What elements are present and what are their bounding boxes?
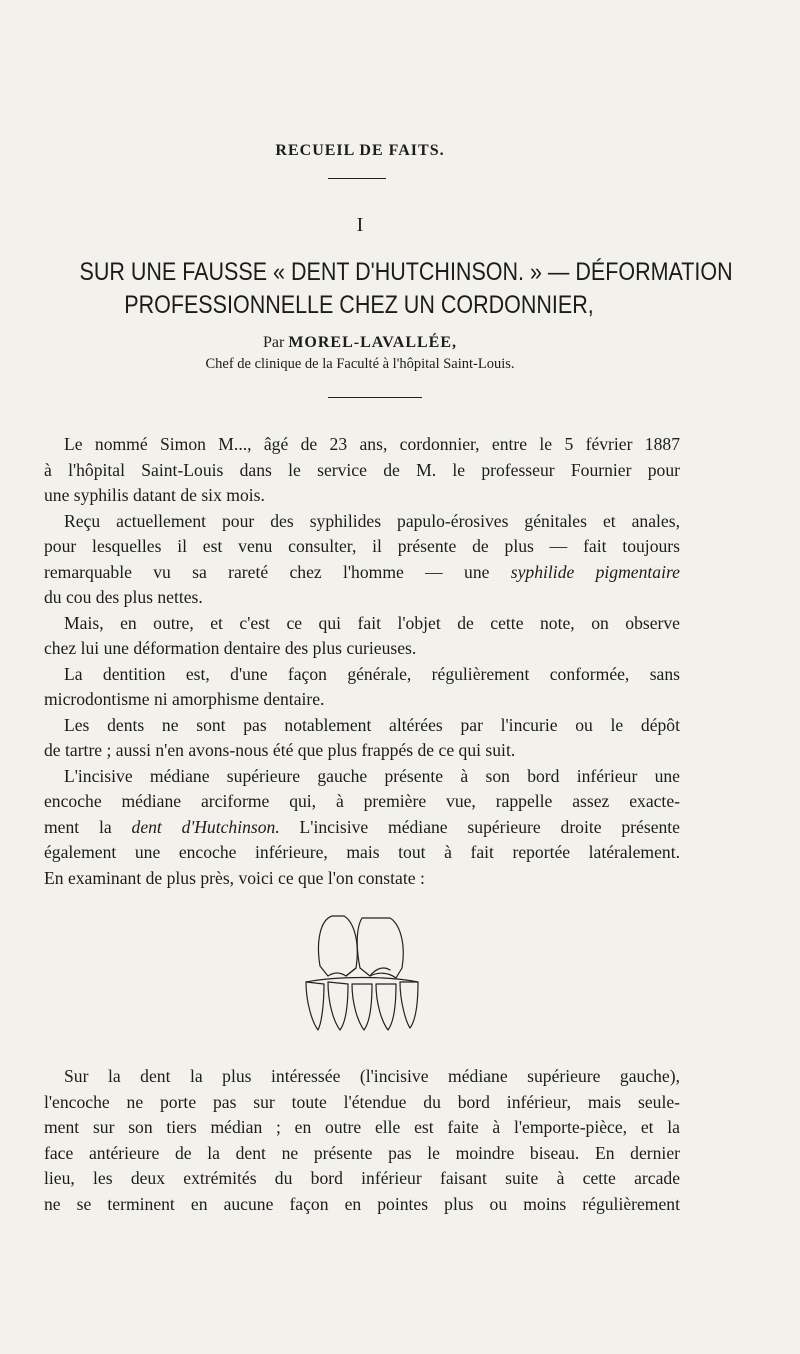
p1-line-3: une syphilis datant de six mois. — [44, 485, 265, 505]
p7-line-2: l'encoche ne porte pas sur toute l'étendue du bord inférieur, mais seule- — [44, 1091, 680, 1112]
p7-line-1: Sur la dent la plus intéressée (l'incisive médiane supérieure gauche), — [64, 1066, 680, 1086]
lower-tooth-5 — [400, 982, 418, 1028]
title-rule-top — [328, 178, 386, 179]
p2-line-1: Reçu actuellement pour des syphilides papulo-érosives génitales et anales, — [64, 510, 680, 531]
p5-line-1: Les dents ne sont pas notablement altérées par l'incurie ou le dépôt — [64, 714, 680, 735]
p4-line-1: La dentition est, d'une façon générale, régulièrement conformée, sans — [64, 663, 680, 684]
p3-line-1: Mais, en outre, et c'est ce qui fait l'objet de cette note, on observe — [64, 612, 680, 633]
article-title — [79, 256, 733, 322]
lower-tooth-2 — [328, 982, 348, 1030]
p6-line-1: L'incisive médiane supérieure gauche présente à son bord inférieur une — [64, 765, 680, 786]
teeth-figure — [298, 912, 430, 1036]
article-title-line-2: PROFESSIONNELLE CHEZ UN CORDONNIER, — [124, 291, 594, 319]
byline-rule — [328, 397, 422, 398]
p2-line-3-italic: syphilide pigmentaire — [510, 561, 680, 582]
p6-line-5: En examinant de plus près, voici ce que l'on constate : — [44, 867, 425, 888]
p7-line-5: lieu, les deux extrémités du bord inférieur faisant suite à cette arcade — [44, 1168, 680, 1188]
p7-line-4: face antérieure de la dent ne présente pas le moindre biseau. En dernier — [44, 1142, 680, 1163]
p1-line-1: Le nommé Simon M..., âgé de 23 ans, cordonnier, entre le 5 février 1887 — [64, 434, 680, 454]
upper-incisor-left — [319, 916, 358, 976]
p4-line-2: microdontisme ni amorphisme dentaire. — [44, 689, 325, 709]
p5-line-2: de tartre ; aussi n'en avons-nous été que plus frappés de ce qui suit. — [44, 740, 516, 760]
p2-line-2: pour lesquelles il est venu consulter, il présente de plus — fait toujours — [44, 536, 680, 556]
p6-line-3 — [44, 815, 680, 841]
author-name: MOREL-LAVALLÉE, — [288, 334, 457, 351]
article-title-line-1: SUR UNE FAUSSE « DENT D'HUTCHINSON. » — DÉFORMATION — [79, 258, 733, 286]
lower-tooth-1 — [306, 982, 324, 1030]
byline-prefix: Par — [263, 334, 285, 351]
p6-line-3-post: L'incisive médiane supérieure droite présente — [279, 816, 680, 837]
lower-tooth-4 — [376, 984, 396, 1030]
author-affiliation: Chef de clinique de la Faculté à l'hôpital Saint-Louis. — [205, 356, 515, 372]
p3-line-2: chez lui une déformation dentaire des plus curieuses. — [44, 638, 417, 658]
p7-line-3: ment sur son tiers médian ; en outre elle est faite à l'emporte-pièce, et la — [44, 1117, 680, 1137]
body-text-upper — [44, 432, 680, 891]
byline — [0, 334, 720, 352]
p7-line-6: ne se terminent en aucune façon en pointes plus ou moins régulièrement — [44, 1193, 680, 1214]
body-text-lower — [44, 1064, 680, 1217]
section-title: RECUEIL DE FAITS. — [275, 142, 445, 159]
p6-line-3-italic: dent d'Hutchinson. — [131, 816, 280, 837]
p2-line-3 — [44, 560, 680, 586]
p2-line-3-text: remarquable vu sa rareté chez l'homme — une — [44, 561, 511, 582]
p6-line-2: encoche médiane arciforme qui, à première vue, rappelle assez exacte- — [44, 791, 680, 811]
article-number: I — [356, 214, 364, 236]
p6-line-3-pre: ment la — [44, 816, 132, 837]
lower-tooth-3 — [352, 984, 372, 1030]
p2-line-4: du cou des plus nettes. — [44, 587, 203, 607]
p1-line-2: à l'hôpital Saint-Louis dans le service de M. le professeur Fournier pour — [44, 459, 680, 480]
p6-line-4: également une encoche inférieure, mais tout à fait reportée latéralement. — [44, 842, 680, 862]
